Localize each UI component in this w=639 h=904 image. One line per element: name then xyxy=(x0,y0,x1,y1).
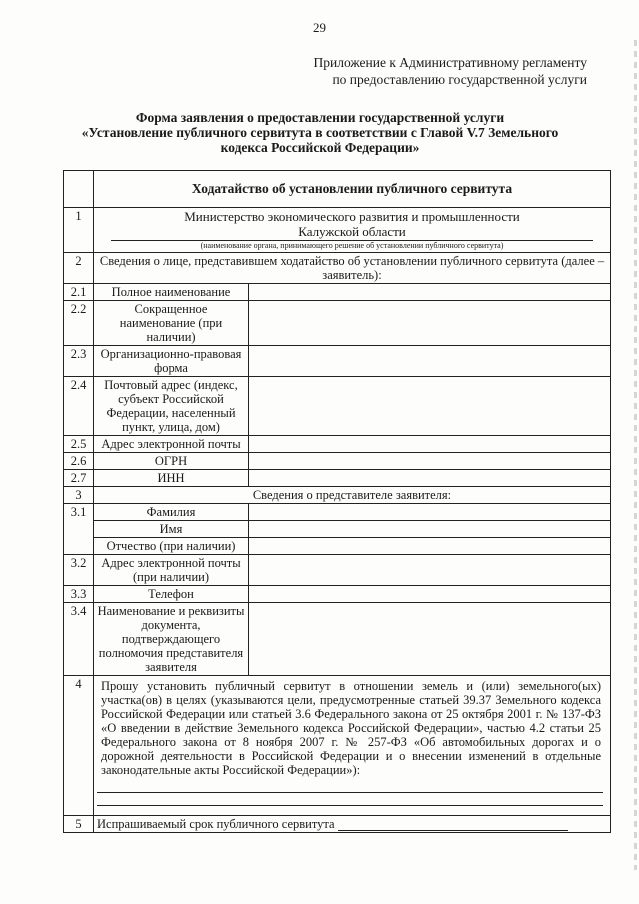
term-field[interactable] xyxy=(338,818,568,831)
phone-field[interactable] xyxy=(249,586,611,603)
field-label-short-name: Сокращенное наименование (при наличии) xyxy=(94,301,249,346)
authority-document-field[interactable] xyxy=(249,603,611,676)
table-row-2-1 xyxy=(64,284,611,301)
representative-section-heading: Сведения о представителе заявителя: xyxy=(94,487,611,504)
ogrn-field[interactable] xyxy=(249,453,611,470)
field-label-first-name: Имя xyxy=(94,521,249,538)
field-label-inn: ИНН xyxy=(94,470,249,487)
row-number: 2.1 xyxy=(64,284,94,301)
field-label-ogrn: ОГРН xyxy=(94,453,249,470)
authority-name-line-2: Калужской области xyxy=(298,224,406,239)
request-purpose-line[interactable] xyxy=(97,780,603,793)
petition-form-table xyxy=(63,170,611,833)
row-number: 3.2 xyxy=(64,555,94,586)
row-number: 2.4 xyxy=(64,377,94,436)
field-label-full-name: Полное наименование xyxy=(94,284,249,301)
field-label-patronymic: Отчество (при наличии) xyxy=(94,538,249,555)
table-row-5 xyxy=(64,816,611,833)
authority-cell xyxy=(94,208,611,253)
table-row-3-1-patronymic xyxy=(64,538,611,555)
table-row-4 xyxy=(64,676,611,816)
form-title-line-1: Форма заявления о предоставлении государственной услуги xyxy=(135,110,505,125)
row-number: 3.3 xyxy=(64,586,94,603)
table-row-3-4 xyxy=(64,603,611,676)
appendix-line-2: по предоставлению государственной услуги xyxy=(332,72,587,87)
table-row-1 xyxy=(64,208,611,253)
row-number: 2 xyxy=(64,253,94,284)
scan-edge xyxy=(634,40,637,870)
petition-header: Ходатайство об установлении публичного сервитута xyxy=(94,171,611,208)
appendix-note xyxy=(314,54,588,88)
field-label-postal-address: Почтовый адрес (индекс, субъект Российской Федерации, населенный пункт, улица, дом) xyxy=(94,377,249,436)
form-title-line-2: «Установление публичного сервитута в соответствии с Главой V.7 Земельного xyxy=(81,125,559,140)
appendix-line-1: Приложение к Административному регламенту xyxy=(313,55,587,70)
row-number: 3.4 xyxy=(64,603,94,676)
field-label-authority-document: Наименование и реквизиты документа, подтверждающего полномочия представителя заявителя xyxy=(94,603,249,676)
term-label: Испрашиваемый срок публичного сервитута xyxy=(97,817,335,831)
table-header-row xyxy=(64,171,611,208)
legal-form-field[interactable] xyxy=(249,346,611,377)
field-label-email: Адрес электронной почты xyxy=(94,436,249,453)
table-row-3-1-first-name xyxy=(64,521,611,538)
form-title xyxy=(60,110,580,155)
postal-address-field[interactable] xyxy=(249,377,611,436)
row-number: 5 xyxy=(64,816,94,833)
row-number: 2.5 xyxy=(64,436,94,453)
row-number: 2.3 xyxy=(64,346,94,377)
row-number: 2.2 xyxy=(64,301,94,346)
applicant-email-field[interactable] xyxy=(249,436,611,453)
first-name-field[interactable] xyxy=(249,521,611,538)
request-cell xyxy=(94,676,611,816)
table-row-3-1-last-name xyxy=(64,504,611,521)
table-row-3 xyxy=(64,487,611,504)
table-row-2 xyxy=(64,253,611,284)
table-row-2-6 xyxy=(64,453,611,470)
row-number: 3 xyxy=(64,487,94,504)
short-name-field[interactable] xyxy=(249,301,611,346)
table-row-2-5 xyxy=(64,436,611,453)
row-number: 4 xyxy=(64,676,94,816)
field-label-phone: Телефон xyxy=(94,586,249,603)
table-row-3-2 xyxy=(64,555,611,586)
row-number: 2.7 xyxy=(64,470,94,487)
header-num-cell xyxy=(64,171,94,208)
row-number: 2.6 xyxy=(64,453,94,470)
inn-field[interactable] xyxy=(249,470,611,487)
row-number: 3.1 xyxy=(64,504,94,555)
request-purpose-line[interactable] xyxy=(97,793,603,806)
page-number: 29 xyxy=(313,20,326,35)
request-text: Прошу установить публичный сервитут в отношении земель и (или) земельного(ых) участка(ов) в целях (указываются цели, предусмотренные статьей 39.37 Земельного кодекса Российской Федерации или статьей 3.6 Федерального закона от 25 октября 2001 г. № 137-ФЗ «О введении в действие Земельного кодекса Российской Федерации», частью 4.2 статьи 25 Федерального закона от 8 ноября 2007 г. № 257-ФЗ «Об автомобильных дорогах и о дорожной деятельности в Российской Федерации и о внесении изменений в отдельные законодательные акты Российской Федерации»): xyxy=(101,679,601,777)
table-row-2-2 xyxy=(64,301,611,346)
form-title-line-3: кодекса Российской Федерации» xyxy=(220,140,420,155)
row-number: 1 xyxy=(64,208,94,253)
patronymic-field[interactable] xyxy=(249,538,611,555)
term-cell xyxy=(94,816,611,833)
last-name-field[interactable] xyxy=(249,504,611,521)
rep-email-field[interactable] xyxy=(249,555,611,586)
field-label-last-name: Фамилия xyxy=(94,504,249,521)
table-row-3-3 xyxy=(64,586,611,603)
field-label-rep-email: Адрес электронной почты (при наличии) xyxy=(94,555,249,586)
authority-name-line-1: Министерство экономического развития и промышленности xyxy=(184,209,520,224)
applicant-section-heading: Сведения о лице, представившем ходатайство об установлении публичного сервитута (далее – заявитель): xyxy=(94,253,611,284)
table-row-2-4 xyxy=(64,377,611,436)
full-name-field[interactable] xyxy=(249,284,611,301)
field-label-legal-form: Организационно-правовая форма xyxy=(94,346,249,377)
table-row-2-7 xyxy=(64,470,611,487)
authority-caption: (наименование органа, принимающего решение об установлении публичного сервитута) xyxy=(111,240,593,251)
table-row-2-3 xyxy=(64,346,611,377)
